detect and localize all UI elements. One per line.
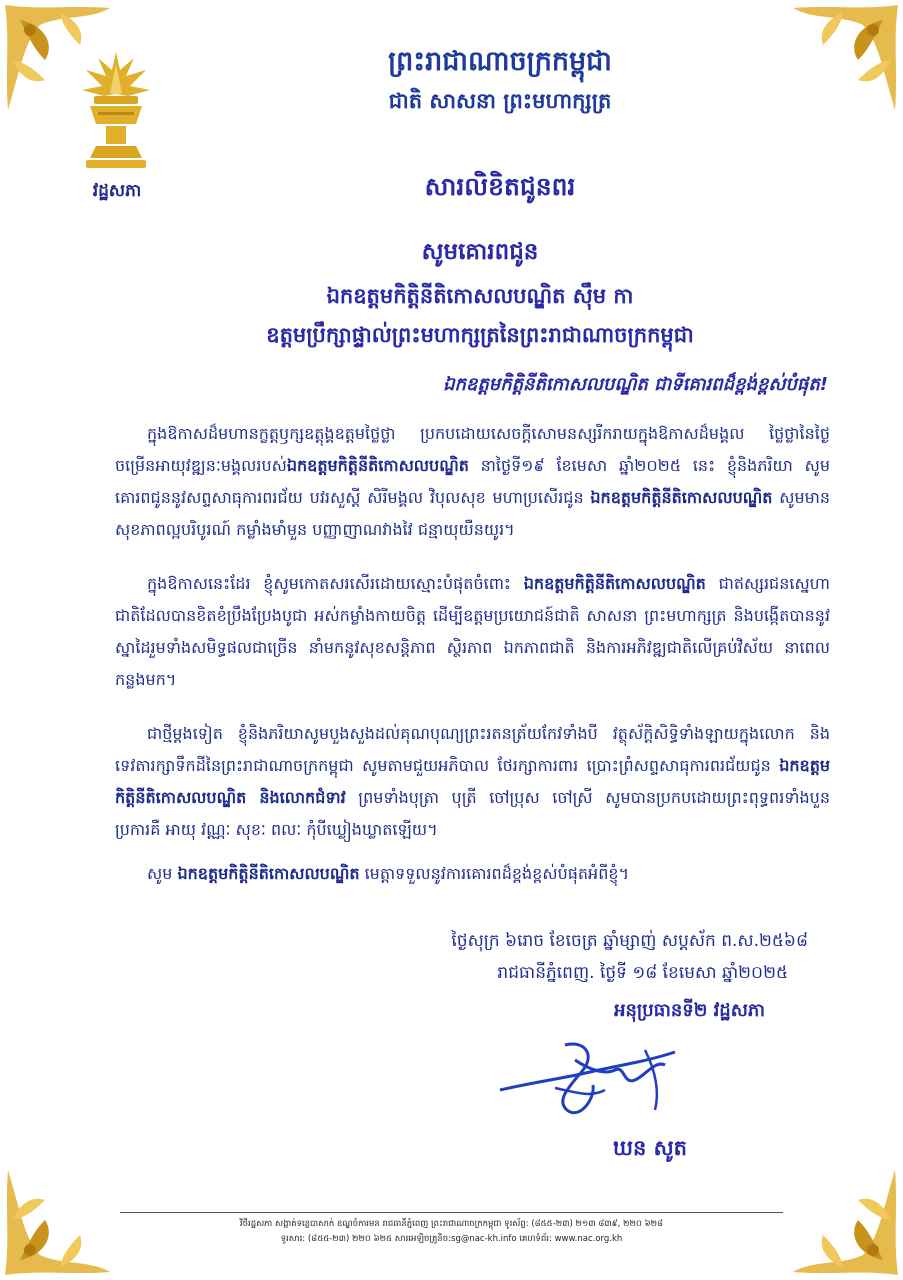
p1-honorific-2: ឯកឧត្តមកិត្តិនីតិកោសលបណ្ឌិត [590,488,773,507]
signer-name: ឃន សូត [613,1136,687,1160]
senate-emblem-icon [76,50,156,180]
salutation-line: ឯកឧត្តមកិត្តិនីតិកោសលបណ្ឌិត ជាទីគោរពដ៏ខ្ពង់ខ្ពស់បំផុត! [443,374,828,395]
p3-honorific: ឯកឧត្តមកិត្តិនីតិកោសលបណ្ឌិត និងលោកជំទាវ [115,756,830,807]
p3-text-a: ជាថ្មីម្តងទៀត ខ្ញុំនិងភរិយាសូមបួងសួងដល់គុណបុណ្យព្រះរតនត្រ័យកែវទាំងបី វត្ថុស័ក្តិសិទ្ធិទាំងឡាយក្នុងលោក និងទេវតារក្សាទឹកដីនៃព្រះរាជាណាចក្រកម្ពុជា សូមតាមជួយអភិបាល ថែរក្សាការពារ ប្រោះព្រំសព្ទសាធុការពរជ័យជូន [115,724,830,775]
recipient-name: ឯកឧត្តមកិត្តិនីតិកោសលបណ្ឌិត ស៊ឹម កា [326,283,634,308]
body-paragraph-1 [115,418,830,546]
emblem-label: វដ្ឋសភា [92,181,142,201]
national-motto: ជាតិ សាសនា ព្រះមហាក្សត្រ [388,88,612,113]
p4-honorific: ឯកឧត្តមកិត្តិនីតិកោសលបណ្ឌិត [177,864,360,883]
handwritten-signature [495,1030,695,1130]
p2-text-c: ជាឥស្សរជនស្នេហាជាតិដែលបានខិតខំប្រឹងប្រែងបូជា អស់កម្លាំងកាយចិត្ត ដើម្បីឧត្តមប្រយោជន៍ជាតិ សាសនា ព្រះមហាក្សត្រ និងបង្កើតបាននូវស្នាដៃរួមទាំងសមិទ្ធផលជាច្រើន នាំមកនូវសុខសន្តិភាព ស្ថិរភាព ឯកភាពជាតិ និងការអភិវឌ្ឍជាតិលើគ្រប់វិស័យ នាពេលកន្លងមក។ [115,574,830,689]
footer-divider [120,1212,783,1213]
p4-text-a: សូម [147,864,178,883]
ornament-corner-top-right [753,0,903,150]
p1-honorific-1: ឯកឧត្តមកិត្តិនីតិកោសលបណ្ឌិត [286,456,469,475]
document-title: សារលិខិតជូនពរ [424,172,576,201]
kingdom-heading: ព្រះរាជាណាចក្រកម្ពុជា [388,46,612,77]
lunar-date: ថ្ងៃសុក្រ ៦រោច ខែចេត្រ ឆ្នាំម្សាញ់ សប្តស័ក ព.ស.២៥៦៨ [451,931,808,951]
body-paragraph-2 [115,568,830,696]
p3-text-c: ព្រមទាំងបុត្រា បុត្រី ចៅប្រុស ចៅស្រី សូមបានប្រកបដោយព្រះពុទ្ធពរទាំងបួនប្រការគឺ អាយុ វណ្ណៈ សុខៈ ពលៈ កុំបីឃ្លៀងឃ្លាតឡើយ។ [115,788,830,839]
ornament-corner-bottom-left [0,1130,150,1280]
signer-title: អនុប្រធានទី២ វដ្ឋសភា [614,1000,765,1021]
recipient-position: ឧត្តមប្រឹក្សាផ្ទាល់ព្រះមហាក្សត្រនៃព្រះរាជាណាចក្រកម្ពុជា [266,322,694,347]
p4-text-c: មេត្តាទទួលនូវការគោរពដ៏ខ្ពង់ខ្ពស់បំផុតអំពីខ្ញុំ។ [359,864,630,883]
place-date: រាជធានីភ្នំពេញ. ថ្ងៃទី ១៨ ខែមេសា ឆ្នាំ២០២៥ [497,963,788,983]
p1-text-a: ក្នុងឱកាសដ៏មហានក្ខត្តឫក្សឧត្តុង្គឧត្តមថ្លៃថ្លា ប្រកបដោយសេចក្តីសោមនស្សរីករាយក្នុងឱកាសដ៏មង្គល ថ្លៃថ្លានៃថ្ងៃចម្រើនអាយុវឌ្ឍនៈមង្គលរបស់ [115,424,830,475]
p1-text-c: នាថ្ងៃទី១៩ ខែមេសា ឆ្នាំ២០២៥ នេះ ខ្ញុំនិងភរិយា សូមគោរពជូននូវសព្ទសាធុការពរជ័យ បវរសួស្តី សិរីមង្គល វិបុលសុខ មហាប្រសើរជូន [115,456,830,507]
p2-text-a: ក្នុងឱកាសនេះដែរ ខ្ញុំសូមកោតសរសើរដោយស្មោះបំផុតចំពោះ [147,574,524,593]
p1-text-e: សូមមានសុខភាពល្អបរិបូរណ៍ កម្លាំងមាំមួន បញ្ញាញាណវាងវៃ ជន្មាយុយឺនយូរ។ [115,488,830,539]
p2-honorific: ឯកឧត្តមកិត្តិនីតិកោសលបណ្ឌិត [523,574,706,593]
recipient-greeting: សូមគោរពជូន [421,238,539,265]
body-paragraph-3 [115,718,830,846]
body-paragraph-4 [115,858,830,890]
footer-contact: ទូរសារ: (៨៥៥-២៣) ២២០ ៦២៥ សារអេឡិចត្រូនិច:sg@nac-kh.info គេហទំព័រ: www.nac.org.kh [280,1234,623,1244]
ornament-corner-bottom-right [753,1130,903,1280]
footer-address: វិថីរដ្ឋសភា សង្កាត់ទន្លេបាសាក់ ខណ្ឌចំការមន រាជធានីភ្នំពេញ ព្រះរាជាណាចក្រកម្ពុជា ទូរស័ព្ទ: (៨៥៥-២៣) ២១៣ ៨៣៩, ២២០ ៦២៨ [239,1219,664,1229]
